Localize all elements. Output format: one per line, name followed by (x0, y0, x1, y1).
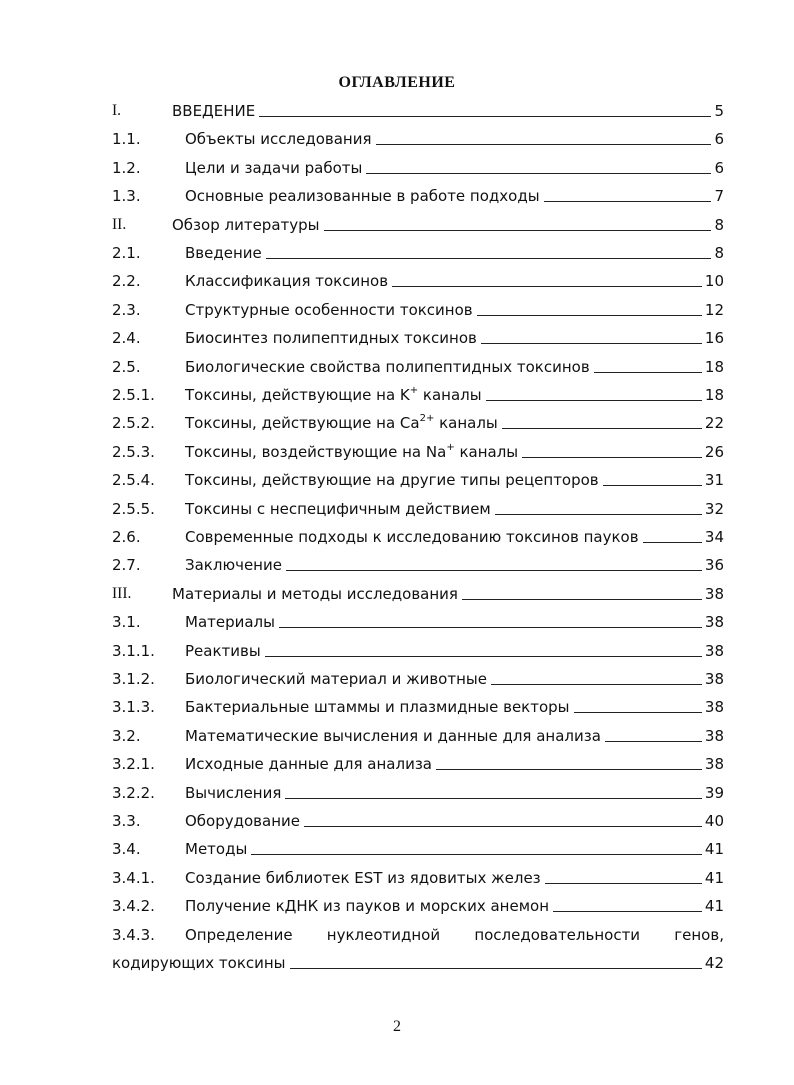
toc-entry-text: Реактивы (185, 641, 261, 660)
toc-entry-page: 8 (714, 244, 724, 262)
toc-text-part: каналы (434, 414, 498, 433)
toc-entry-number: 3.2.2. (112, 783, 155, 802)
toc-entry-page: 42 (704, 954, 724, 972)
toc-entry-text: Биологический материал и животные (185, 670, 487, 688)
toc-entry[interactable] (112, 723, 724, 745)
toc-entry-number: 2.5.4. (112, 471, 155, 490)
toc-text-part: каналы (418, 386, 482, 404)
toc-text-part: Токсины, действующие на Ca (185, 414, 420, 433)
leader-dots (545, 883, 702, 884)
leader-dots (522, 457, 702, 458)
toc-entry-text: Оборудование (185, 812, 300, 830)
leader-dots (259, 116, 711, 117)
toc-entry-number: 3.2. (112, 726, 141, 745)
toc-entry-number: I. (112, 102, 122, 119)
toc-entry-number: 2.7. (112, 556, 141, 575)
toc-entry[interactable] (112, 410, 724, 432)
toc-entry-number: 3.1.2. (112, 670, 155, 688)
word: последовательности (474, 925, 641, 944)
toc-entry-text: Основные реализованные в работе подходы (185, 187, 540, 206)
word: Определение (185, 925, 293, 944)
word: нуклеотидной (326, 925, 441, 944)
toc-entry[interactable] (112, 496, 724, 518)
toc-entry-page: 22 (704, 414, 724, 433)
page-number: 2 (393, 1018, 401, 1035)
toc-entry-page: 40 (704, 812, 724, 830)
toc-entry-number: II. (112, 215, 127, 233)
toc-entry-page: 38 (704, 755, 724, 774)
toc-entry-page: 36 (704, 556, 724, 575)
toc-entry-3-4-3-line2[interactable] (112, 950, 724, 972)
toc-entry-page: 41 (704, 868, 724, 887)
toc-entry-text: Современные подходы к исследованию токсинов пауков (185, 528, 639, 546)
leader-dots (290, 968, 702, 969)
toc-entry-number: 2.5.1. (112, 386, 155, 404)
toc-entry-page: 38 (704, 698, 724, 717)
toc-entry-number: 3.4.2. (112, 897, 155, 916)
toc-entry[interactable] (112, 183, 724, 205)
toc-entry[interactable] (112, 325, 724, 347)
toc-entry-number: 2.5. (112, 357, 141, 376)
leader-dots (477, 315, 702, 316)
toc-entry-number: 3.1.3. (112, 698, 155, 717)
leader-dots (285, 798, 702, 799)
toc-entry-text: Материалы и методы исследования (172, 584, 458, 603)
toc-entry-page: 41 (704, 897, 724, 916)
toc-entry[interactable] (112, 467, 724, 489)
toc-entry-page: 38 (704, 613, 724, 632)
leader-dots (265, 656, 702, 657)
toc-entry-page: 41 (704, 840, 724, 859)
toc-text-part: Токсины, действующие на K (185, 386, 410, 404)
toc-entry-number: 2.5.3. (112, 442, 155, 461)
leader-dots (436, 769, 702, 770)
toc-entry-text: Биосинтез полипептидных токсинов (185, 329, 477, 348)
leader-dots (286, 570, 702, 571)
toc-entry-text: Математические вычисления и данные для анализа (185, 726, 601, 745)
leader-dots (366, 173, 711, 174)
toc-entry-text: Структурные особенности токсинов (185, 300, 473, 319)
toc-entry-page: 5 (714, 102, 724, 120)
toc-entry-text: Обзор литературы (172, 215, 320, 234)
toc-entry[interactable] (112, 808, 724, 830)
leader-dots (594, 372, 702, 373)
leader-dots (643, 542, 702, 543)
toc-entry-page: 10 (704, 272, 724, 291)
toc-entry-page: 6 (714, 130, 724, 149)
leader-dots (491, 684, 702, 685)
toc-entry-text: Введение (185, 244, 262, 262)
toc-entry-number: 2.1. (112, 244, 141, 262)
toc-entry-number: 3.4.3. (112, 925, 155, 944)
toc-entry[interactable] (112, 354, 724, 376)
toc-text-part: каналы (454, 442, 519, 461)
toc-entry[interactable] (112, 609, 724, 631)
toc-entry[interactable] (112, 893, 724, 915)
superscript: + (446, 441, 455, 453)
toc-entry-number: 2.5.5. (112, 499, 155, 518)
leader-dots (544, 201, 712, 202)
toc-entry-page: 16 (704, 329, 724, 348)
superscript: + (409, 385, 419, 396)
toc-entry-text: Объекты исследования (185, 130, 372, 149)
toc-entry-text: Создание библиотек EST из ядовитых желез (185, 868, 541, 887)
toc-entry-number: 1.2. (112, 158, 141, 177)
toc-entry-page: 39 (704, 783, 724, 802)
toc-entry-page: 34 (704, 528, 724, 546)
toc-entry-page: 38 (704, 670, 724, 688)
toc-entry-page: 38 (704, 584, 724, 603)
toc-entry-page: 38 (704, 726, 724, 745)
toc-entry-text: Бактериальные штаммы и плазмидные векторы (185, 698, 570, 717)
toc-entry-number: 2.2. (112, 272, 141, 291)
toc-entry[interactable] (112, 297, 724, 319)
leader-dots (304, 826, 702, 827)
toc-entry-text: ВВЕДЕНИЕ (172, 102, 256, 120)
toc-entry-page: 7 (714, 187, 724, 206)
toc-entry-number: 3.4. (112, 840, 141, 859)
toc-entry[interactable] (112, 836, 724, 858)
leader-dots (376, 144, 712, 145)
toc-entry-page: 8 (714, 215, 724, 234)
toc-entry-text: Вычисления (185, 783, 282, 802)
leader-dots (251, 854, 702, 855)
toc-entry[interactable] (112, 751, 724, 773)
toc-title: ОГЛАВЛЕНИЕ (338, 74, 456, 91)
toc-entry-text (185, 443, 518, 461)
toc-text-part: Токсины, воздействующие на Na (185, 442, 447, 461)
toc-entry-page: 18 (704, 386, 724, 404)
toc-entry[interactable] (112, 439, 724, 461)
toc-entry[interactable] (112, 126, 724, 148)
toc-entry-text (185, 414, 498, 432)
toc-entry-text: Исходные данные для анализа (185, 755, 433, 774)
toc-entry-number: 2.5.2. (112, 414, 155, 433)
leader-dots (486, 400, 702, 401)
toc-entry-number: 3.4.1. (112, 868, 155, 887)
toc-entry-text: Биологические свойства полипептидных токсинов (185, 357, 590, 376)
toc-entry[interactable] (112, 694, 724, 716)
leader-dots (605, 741, 702, 742)
toc-entry[interactable] (112, 268, 724, 290)
leader-dots (324, 230, 712, 231)
toc-entry[interactable] (112, 552, 724, 574)
toc-entry-number: III. (112, 584, 132, 602)
leader-dots (266, 258, 712, 259)
leader-dots (495, 514, 702, 515)
leader-dots (392, 286, 702, 287)
toc-entry-number: 3.1. (112, 613, 141, 632)
toc-entry-number: 3.3. (112, 812, 141, 830)
toc-entry-page: 18 (704, 357, 724, 376)
toc-entry[interactable] (112, 98, 724, 120)
toc-entry-number: 1.1. (112, 130, 141, 149)
toc-entry-text: Классификация токсинов (185, 272, 389, 291)
toc-entry-text: кодирующих токсины (112, 954, 286, 972)
toc-entry-number: 2.6. (112, 528, 141, 546)
toc-entry[interactable] (112, 382, 724, 404)
toc-entry-number: 3.1.1. (112, 641, 155, 660)
toc-entry-text: Получение кДНК из пауков и морских анемон (185, 897, 550, 916)
toc-entry-text (185, 926, 724, 944)
toc-entry[interactable] (112, 780, 724, 802)
toc-entry[interactable] (112, 666, 724, 688)
toc-entry-page: 6 (714, 158, 724, 177)
toc-entry-page: 31 (704, 471, 724, 490)
toc-entry-text: Токсины с неспецифичным действием (185, 499, 491, 518)
toc-entry-page: 26 (704, 442, 724, 461)
leader-dots (553, 911, 702, 912)
toc-entry-page: 12 (704, 300, 724, 319)
toc-entry-number: 2.4. (112, 329, 141, 348)
leader-dots (603, 485, 702, 486)
toc-entry[interactable] (112, 638, 724, 660)
toc-entry-text: Токсины, действующие на другие типы рецепторов (185, 471, 599, 490)
leader-dots (481, 343, 702, 344)
word: генов, (674, 925, 724, 944)
leader-dots (574, 712, 702, 713)
toc-entry[interactable] (112, 240, 724, 262)
toc-entry[interactable] (112, 865, 724, 887)
toc-entry-number: 1.3. (112, 187, 141, 206)
toc-entry-text: Материалы (185, 613, 275, 632)
toc-entry[interactable] (112, 212, 724, 234)
toc-entry[interactable] (112, 155, 724, 177)
toc-entry-number: 2.3. (112, 300, 141, 319)
toc-entry-3-4-3-line1[interactable] (112, 922, 724, 944)
toc-entry-text (185, 386, 482, 404)
superscript: 2+ (419, 413, 435, 425)
leader-dots (502, 428, 702, 429)
toc-entry-text: Заключение (185, 556, 282, 575)
toc-entry[interactable] (112, 581, 724, 603)
toc-entry-page: 32 (704, 499, 724, 518)
toc-entry-text: Методы (185, 840, 248, 859)
toc-entry[interactable] (112, 524, 724, 546)
toc-entry-page: 38 (704, 641, 724, 660)
toc-entry-text: Цели и задачи работы (185, 158, 363, 177)
leader-dots (462, 599, 702, 600)
toc-entry-number: 3.2.1. (112, 755, 155, 774)
leader-dots (279, 627, 702, 628)
